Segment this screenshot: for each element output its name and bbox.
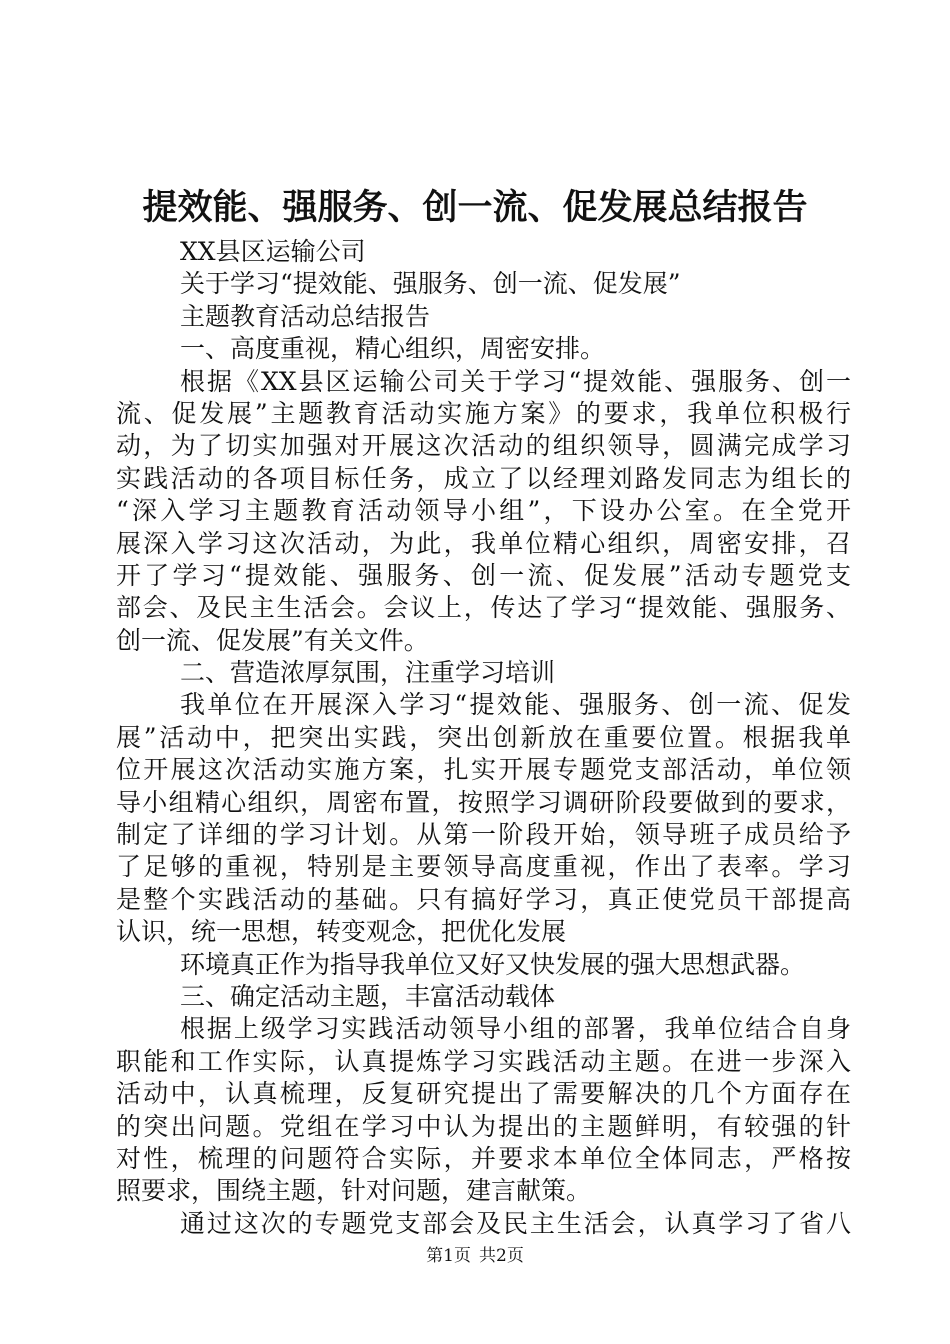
document-body <box>116 236 851 1240</box>
text-line: 流、促发展”主题教育活动实施方案》的要求，我单位积极行 <box>116 398 851 428</box>
text-line: 二、营造浓厚氛围，注重学习培训 <box>180 658 556 688</box>
text-line: 三、确定活动主题，丰富活动载体 <box>180 981 556 1011</box>
text-line: 实践活动的各项目标任务，成立了以经理刘路发同志为组长的 <box>116 463 851 493</box>
text-line: 了足够的重视，特别是主要领导高度重视，作出了表率。学习 <box>116 852 851 882</box>
text-line: 通过这次的专题党支部会及民主生活会，认真学习了省八 <box>180 1208 851 1238</box>
text-line: 展深入学习这次活动，为此，我单位精心组织，周密安排，召 <box>116 528 851 558</box>
text-line: XX县区运输公司 <box>180 237 366 266</box>
text-line: 部会、及民主生活会。会议上，传达了学习“提效能、强服务、 <box>116 593 851 623</box>
text-line: 的突出问题。党组在学习中认为提出的主题鲜明，有较强的针 <box>116 1111 851 1141</box>
text-line: 照要求，围绕主题，针对问题，建言献策。 <box>116 1176 592 1206</box>
text-line: 活动中，认真梳理，反复研究提出了需要解决的几个方面存在 <box>116 1079 851 1109</box>
text-line: 动，为了切实加强对开展这次活动的组织领导，圆满完成学习 <box>116 431 851 461</box>
text-line: 认识，统一思想，转变观念，把优化发展 <box>116 917 567 947</box>
text-line: 根据上级学习实践活动领导小组的部署，我单位结合自身 <box>180 1014 851 1044</box>
text-line: 环境真正作为指导我单位又好又快发展的强大思想武器。 <box>180 949 806 979</box>
text-line: 主题教育活动总结报告 <box>180 301 431 331</box>
text-line: 根据《XX县区运输公司关于学习“提效能、强服务、创一 <box>180 366 851 396</box>
text-line: 职能和工作实际，认真提炼学习实践活动主题。在进一步深入 <box>116 1046 851 1076</box>
text-line: 导小组精心组织，周密布置，按照学习调研阶段要做到的要求， <box>116 787 851 817</box>
text-line: 位开展这次活动实施方案，扎实开展专题党支部活动，单位领 <box>116 755 851 785</box>
page-number: 第1页 <box>426 1246 471 1266</box>
text-line: 创一流、促发展”有关文件。 <box>116 625 429 655</box>
text-line: 展”活动中，把突出实践，突出创新放在重要位置。根据我单 <box>116 722 851 752</box>
text-line: 制定了详细的学习计划。从第一阶段开始，领导班子成员给予 <box>116 820 851 850</box>
text-line: 是整个实践活动的基础。只有搞好学习，真正使党员干部提高 <box>116 884 851 914</box>
text-line: 一、高度重视，精心组织，周密安排。 <box>180 334 606 364</box>
text-line: 开了学习“提效能、强服务、创一流、促发展”活动专题党支 <box>116 560 851 590</box>
text-line: 对性，梳理的问题符合实际，并要求本单位全体同志，严格按 <box>116 1143 851 1173</box>
text-line: 关于学习“提效能、强服务、创一流、促发展” <box>180 269 681 299</box>
page-total: 共2页 <box>479 1246 524 1266</box>
text-line: “深入学习主题教育活动领导小组”，下设办公室。在全党开 <box>116 496 851 526</box>
text-line: 我单位在开展深入学习“提效能、强服务、创一流、促发 <box>180 690 851 720</box>
page-footer <box>0 1244 950 1268</box>
document-title: 提效能、强服务、创一流、促发展总结报告 <box>142 187 808 228</box>
